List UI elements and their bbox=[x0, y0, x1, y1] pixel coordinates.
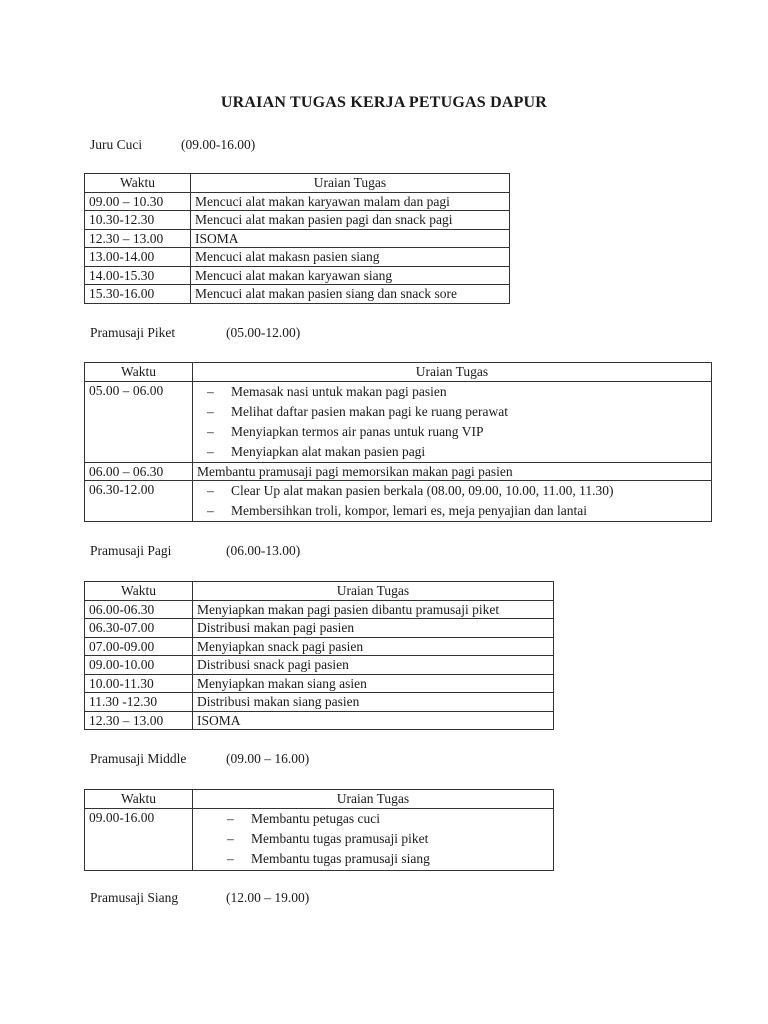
section-middle-heading bbox=[90, 751, 310, 767]
list-item: – Memasak nasi untuk makan pagi pasien bbox=[197, 382, 707, 402]
section-siang-time: (12.00 – 19.00) bbox=[226, 890, 310, 905]
waktu-cell: 09.00-10.00 bbox=[85, 656, 193, 675]
table-row bbox=[85, 229, 510, 248]
waktu-cell: 11.30 -12.30 bbox=[85, 693, 193, 712]
list-item: – Membantu petugas cuci bbox=[197, 809, 549, 829]
section-pagi-label: Pramusaji Pagi bbox=[90, 543, 172, 558]
section-juru-cuci-label: Juru Cuci bbox=[90, 137, 143, 152]
table-header-row bbox=[85, 582, 554, 601]
waktu-cell: 05.00 – 06.00 bbox=[85, 381, 193, 462]
list-item: – Clear Up alat makan pasien berkala (08.00, 09.00, 10.00, 11.00, 11.30) bbox=[197, 481, 707, 501]
list-item: – Membersihkan troli, kompor, lemari es, meja penyajian dan lantai bbox=[197, 501, 707, 521]
section-piket-time: (05.00-12.00) bbox=[226, 325, 301, 340]
waktu-cell: 09.00-16.00 bbox=[85, 808, 193, 870]
task-list bbox=[197, 382, 707, 462]
table-row bbox=[85, 693, 554, 712]
section-piket-label: Pramusaji Piket bbox=[90, 325, 176, 340]
section-middle-time: (09.00 – 16.00) bbox=[226, 751, 310, 766]
section-piket-heading bbox=[90, 325, 301, 341]
section-juru-cuci-heading bbox=[90, 137, 256, 153]
section-juru-cuci-time: (09.00-16.00) bbox=[181, 137, 256, 152]
tugas-cell bbox=[193, 808, 554, 870]
list-item: – Menyiapkan termos air panas untuk ruang VIP bbox=[197, 422, 707, 442]
page-title: URAIAN TUGAS KERJA PETUGAS DAPUR bbox=[220, 94, 548, 111]
table-row bbox=[85, 266, 510, 285]
table-row bbox=[85, 711, 554, 730]
piket-table bbox=[84, 362, 712, 522]
waktu-cell: 14.00-15.30 bbox=[85, 266, 191, 285]
table-row bbox=[85, 656, 554, 675]
waktu-cell: 06.30-12.00 bbox=[85, 481, 193, 522]
list-item: – Menyiapkan alat makan pasien pagi bbox=[197, 442, 707, 462]
table-row bbox=[85, 462, 712, 481]
tugas-cell: ISOMA bbox=[193, 711, 554, 730]
tugas-cell: Membantu pramusaji pagi memorsikan makan pagi pasien bbox=[193, 462, 712, 481]
col-uraian-header: Uraian Tugas bbox=[191, 174, 510, 193]
tugas-cell: Menyiapkan makan pagi pasien dibantu pramusaji piket bbox=[193, 600, 554, 619]
table-header-row bbox=[85, 790, 554, 809]
table-header-row bbox=[85, 363, 712, 382]
section-pagi-heading bbox=[90, 543, 301, 559]
list-item: – Melihat daftar pasien makan pagi ke ruang perawat bbox=[197, 402, 707, 422]
table-row bbox=[85, 674, 554, 693]
tugas-cell: Mencuci alat makan karyawan malam dan pagi bbox=[191, 192, 510, 211]
col-waktu-header: Waktu bbox=[85, 363, 193, 382]
section-middle-label: Pramusaji Middle bbox=[90, 751, 187, 766]
table-row bbox=[85, 285, 510, 304]
col-uraian-header: Uraian Tugas bbox=[193, 790, 554, 809]
tugas-cell: Distribusi makan pagi pasien bbox=[193, 619, 554, 638]
tugas-cell: Mencuci alat makan pasien pagi dan snack pagi bbox=[191, 211, 510, 230]
table-header-row bbox=[85, 174, 510, 193]
table-row bbox=[85, 211, 510, 230]
list-item: – Membantu tugas pramusaji piket bbox=[197, 829, 549, 849]
section-siang-heading bbox=[90, 890, 310, 906]
waktu-cell: 06.00-06.30 bbox=[85, 600, 193, 619]
waktu-cell: 10.30-12.30 bbox=[85, 211, 191, 230]
waktu-cell: 09.00 – 10.30 bbox=[85, 192, 191, 211]
col-uraian-header: Uraian Tugas bbox=[193, 582, 554, 601]
waktu-cell: 06.30-07.00 bbox=[85, 619, 193, 638]
section-siang-label: Pramusaji Siang bbox=[90, 890, 179, 905]
col-waktu-header: Waktu bbox=[85, 790, 193, 809]
tugas-cell: Mencuci alat makan pasien siang dan snack sore bbox=[191, 285, 510, 304]
waktu-cell: 12.30 – 13.00 bbox=[85, 711, 193, 730]
waktu-cell: 10.00-11.30 bbox=[85, 674, 193, 693]
tugas-cell: Menyiapkan makan siang asien bbox=[193, 674, 554, 693]
tugas-cell bbox=[193, 481, 712, 522]
pagi-table bbox=[84, 581, 554, 730]
juru-cuci-table bbox=[84, 173, 510, 304]
tugas-cell: Distribusi snack pagi pasien bbox=[193, 656, 554, 675]
table-row bbox=[85, 808, 554, 870]
tugas-cell: Menyiapkan snack pagi pasien bbox=[193, 637, 554, 656]
col-uraian-header: Uraian Tugas bbox=[193, 363, 712, 382]
waktu-cell: 15.30-16.00 bbox=[85, 285, 191, 304]
table-row bbox=[85, 381, 712, 462]
tugas-cell: ISOMA bbox=[191, 229, 510, 248]
tugas-cell: Mencuci alat makan karyawan siang bbox=[191, 266, 510, 285]
table-row bbox=[85, 637, 554, 656]
table-row bbox=[85, 481, 712, 522]
task-list bbox=[197, 809, 549, 869]
tugas-cell: Mencuci alat makasn pasien siang bbox=[191, 248, 510, 267]
waktu-cell: 13.00-14.00 bbox=[85, 248, 191, 267]
col-waktu-header: Waktu bbox=[85, 174, 191, 193]
table-row bbox=[85, 248, 510, 267]
section-pagi-time: (06.00-13.00) bbox=[226, 543, 301, 558]
table-row bbox=[85, 600, 554, 619]
waktu-cell: 06.00 – 06.30 bbox=[85, 462, 193, 481]
middle-table bbox=[84, 789, 554, 871]
tugas-cell: Distribusi makan siang pasien bbox=[193, 693, 554, 712]
col-waktu-header: Waktu bbox=[85, 582, 193, 601]
list-item: – Membantu tugas pramusaji siang bbox=[197, 849, 549, 869]
waktu-cell: 12.30 – 13.00 bbox=[85, 229, 191, 248]
tugas-cell bbox=[193, 381, 712, 462]
table-row bbox=[85, 192, 510, 211]
task-list bbox=[197, 481, 707, 521]
table-row bbox=[85, 619, 554, 638]
waktu-cell: 07.00-09.00 bbox=[85, 637, 193, 656]
